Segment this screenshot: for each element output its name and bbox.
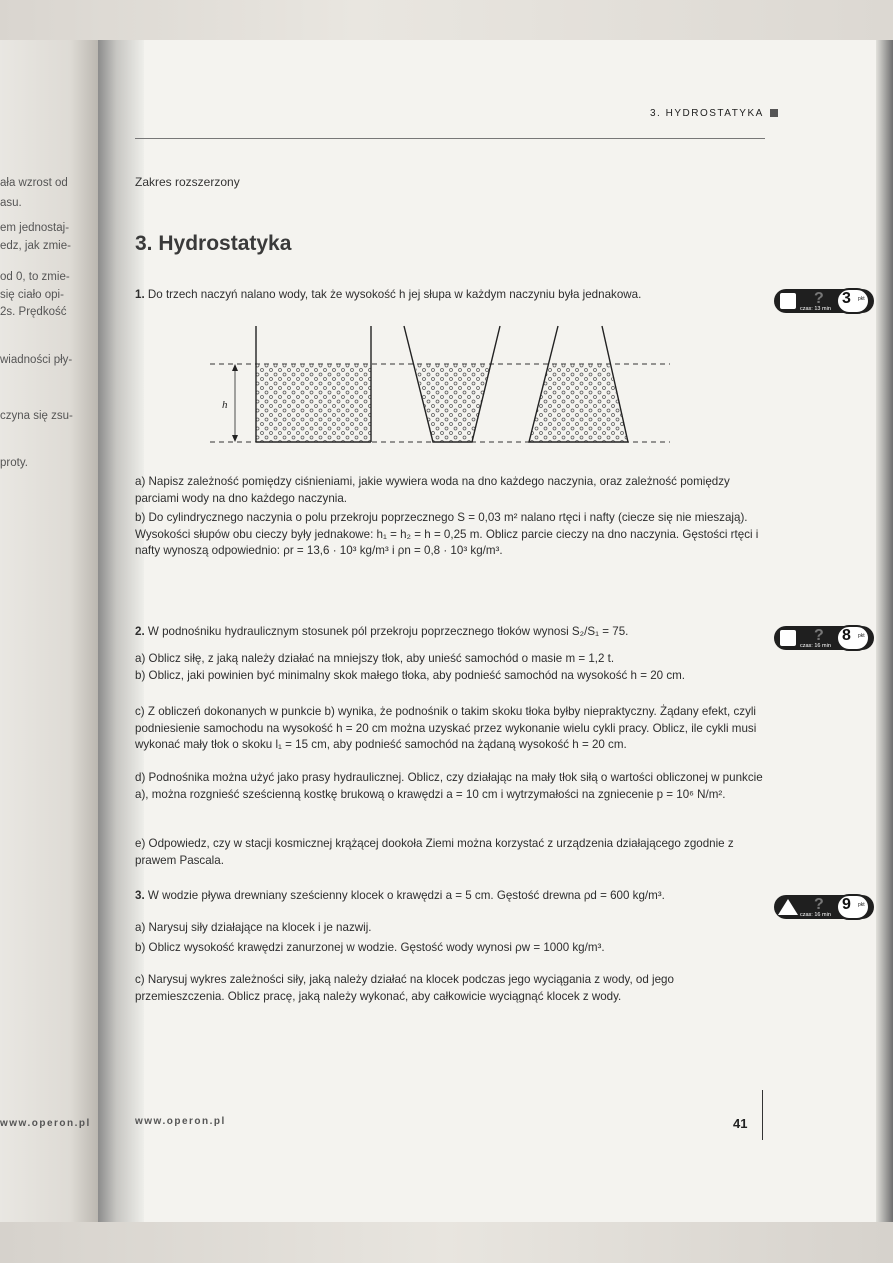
task-1-stem: 1. Do trzech naczyń nalano wody, tak że wysokość h jej słupa w każdym naczyniu była jednakowa. <box>135 288 642 301</box>
question-mark-icon: ? <box>814 896 824 913</box>
task-2-part-a: a) Oblicz siłę, z jaką należy działać na mniejszy tłok, aby unieść samochód o masie m = 1,2 t. <box>135 652 615 665</box>
header-rule <box>135 138 765 139</box>
left-page-line: proty. <box>0 457 28 469</box>
points-unit: pkt <box>858 296 865 302</box>
task-2-part-c: c) Z obliczeń dokonanych w punkcie b) wynika, że podnośnik o takim skoku tłoka byłby niepraktyczny. Żądany efekt, czyli podniesienie samochodu na wysokość h = 20 cm można uzyskać przez wykonanie wielu cykli pracy. Oblicz, ile cykli musi wykonać mały tłok o skoku l₁ = 15 cm, aby podnieść samochód na żądaną wysokość h = 20 cm. <box>135 705 757 752</box>
task-2-part-b: b) Oblicz, jaki powinien być minimalny skok małego tłoka, aby podnieść samochód na wysokość h = 20 cm. <box>135 669 686 682</box>
left-page-line: czyna się zsu- <box>0 410 73 422</box>
task-1-time: czas: 13 min <box>800 306 831 312</box>
level-triangle-icon <box>778 899 798 915</box>
task-1-number: 1. <box>135 288 145 301</box>
task-1-part-b: b) Do cylindrycznego naczynia o polu przekroju poprzecznego S = 0,03 m² nalano rtęci i nafty (ciecze się nie mieszają). Wysokości słupów obu cieczy były jednakowe: h₁ = h₂ = h = 0,25 m. Oblicz parcie cieczy na dno naczynia. Gęstości rtęci i nafty wynoszą odpowiednio: ρr = 13,6 · 10³ kg/m³ i ρn = 0,8 · 10³ kg/m³. <box>135 511 759 558</box>
left-page-footer-url: www.operon.pl <box>0 1118 91 1129</box>
task-2-part-e: e) Odpowiedz, czy w stacji kosmicznej krążącej dookoła Ziemi można korzystać z urządzenia działającego zgodnie z prawem Pascala. <box>135 837 734 867</box>
task-3-part-c: c) Narysuj wykres zależności siły, jaką należy działać na klocek podczas jego wyciągania z wody, od jego przemieszczenia. Oblicz pracę, jaką należy wykonać, aby całkowicie wyciągnąć klocek z wody. <box>135 973 674 1003</box>
footer-rule <box>762 1090 763 1140</box>
running-header: 3. HYDROSTATYKA <box>650 108 778 119</box>
left-page-line: wiadności pły- <box>0 354 73 366</box>
left-page-line: od 0, to zmie- <box>0 271 70 283</box>
task-3-stem: 3. W wodzie pływa drewniany sześcienny klocek o krawędzi a = 5 cm. Gęstość drewna ρd = 600 kg/m³. <box>135 889 665 902</box>
left-page-line: edz, jak zmie- <box>0 240 71 252</box>
vessels-figure <box>210 318 670 450</box>
points-unit: pkt <box>858 633 865 639</box>
level-square-icon <box>780 293 796 309</box>
question-mark-icon: ? <box>814 290 824 307</box>
page-number: 41 <box>733 1116 748 1131</box>
task-3-time: czas: 16 min <box>800 912 831 918</box>
height-label: h <box>222 399 228 411</box>
left-page-line: ała wzrost od <box>0 177 68 189</box>
question-mark-icon: ? <box>814 627 824 644</box>
task-3-part-a: a) Narysuj siły działające na klocek i je nazwij. <box>135 921 372 934</box>
left-page-line: asu. <box>0 197 22 209</box>
task-2-badge <box>774 624 874 652</box>
task-3-points: 9 <box>842 896 851 913</box>
left-page-line: się ciało opi- <box>0 289 64 301</box>
header-square-icon <box>770 109 778 117</box>
task-2-stem: 2. W podnośniku hydraulicznym stosunek pól przekroju poprzecznego tłoków wynosi S₂/S₁ = 75. <box>135 625 629 638</box>
task-3-part-b: b) Oblicz wysokość krawędzi zanurzonej w wodzie. Gęstość wody wynosi ρw = 1000 kg/m³. <box>135 941 605 954</box>
task-2-part-d: d) Podnośnika można użyć jako prasy hydraulicznej. Oblicz, czy działając na mały tłok siłą o wartości obliczonej w punkcie a), można rozgnieść sześcienną kostkę brukową o krawędzi a = 10 cm i wytrzymałości na zgniecenie p = 10⁶ N/m². <box>135 771 763 801</box>
task-1-points: 3 <box>842 290 851 307</box>
section-title: 3. Hydrostatyka <box>135 232 292 255</box>
left-page-line: 2s. Prędkość <box>0 306 67 318</box>
task-2-time: czas: 16 min <box>800 643 831 649</box>
scan-border-bottom <box>0 1222 893 1263</box>
scan-border-top <box>0 0 893 40</box>
level-square-icon <box>780 630 796 646</box>
footer-url: www.operon.pl <box>135 1116 226 1127</box>
level-label: Zakres rozszerzony <box>135 175 240 189</box>
task-3-number: 3. <box>135 889 145 902</box>
task-1-badge <box>774 287 874 315</box>
task-3-badge <box>774 893 874 921</box>
task-2-points: 8 <box>842 627 851 644</box>
left-page-line: em jednostaj- <box>0 222 70 234</box>
points-unit: pkt <box>858 902 865 908</box>
page-edge-shadow <box>876 40 893 1222</box>
task-1-part-a: a) Napisz zależność pomiędzy ciśnieniami, jakie wywiera woda na dno każdego naczynia, oraz zależność pomiędzy parciami wody na dno każdego naczynia. <box>135 475 730 505</box>
task-2-number: 2. <box>135 625 145 638</box>
left-page-fragment <box>0 40 100 1222</box>
